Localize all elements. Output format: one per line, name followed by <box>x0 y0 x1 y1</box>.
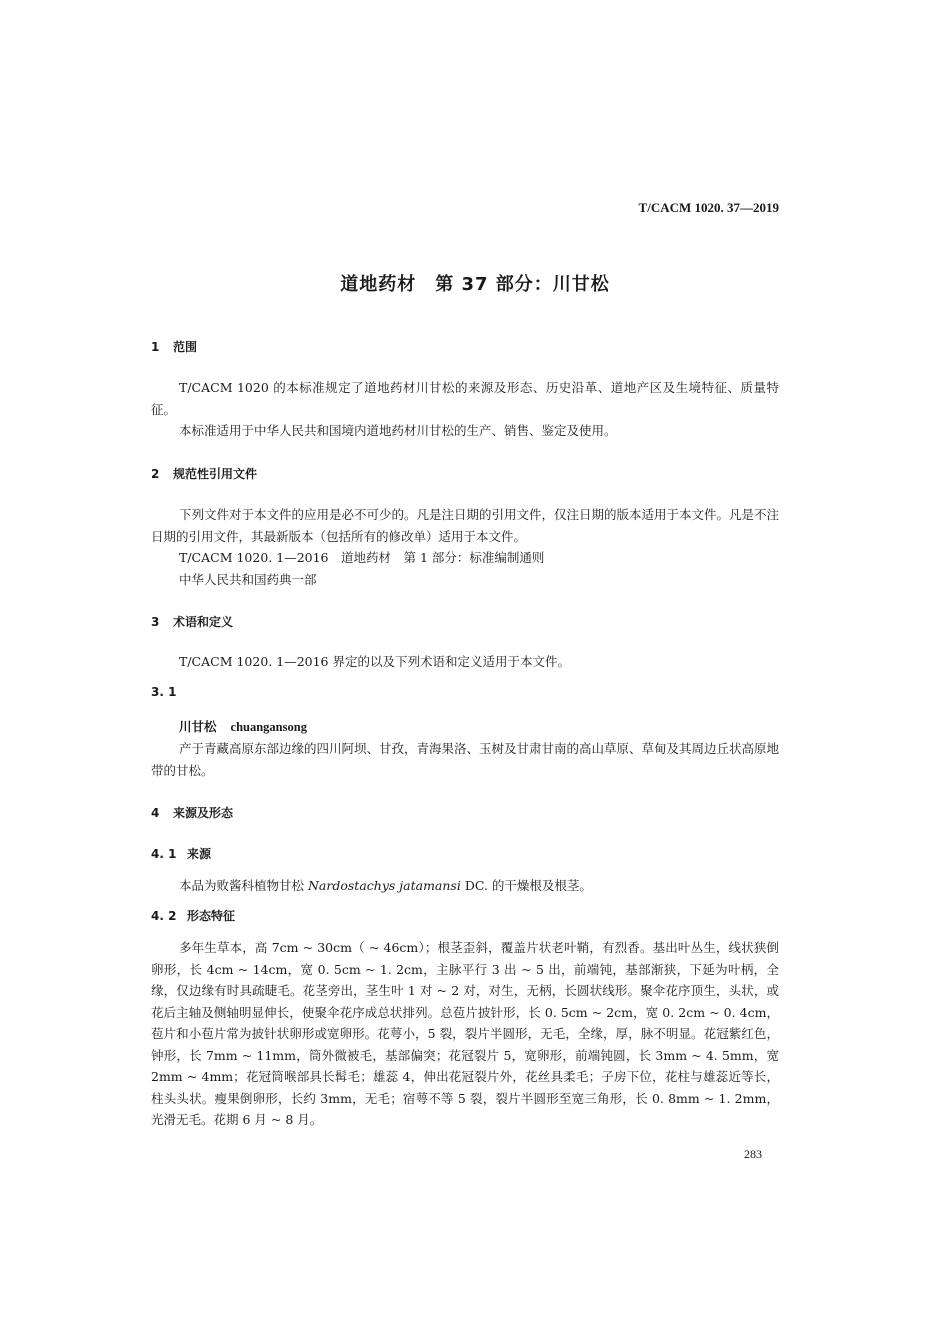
page-number: 283 <box>744 1147 762 1161</box>
section-3-intro <box>151 651 779 673</box>
section-1-heading <box>151 338 197 355</box>
source-paragraph <box>151 875 779 897</box>
paragraph: T/CACM 1020 的本标准规定了道地药材川甘松的来源及形态、历史沿革、道地产区及生境特征、质量特征。 <box>151 380 779 417</box>
subsection-number: 4. 1 <box>151 847 177 861</box>
paragraph: T/CACM 1020. 1—2016 界定的以及下列术语和定义适用于本文件。 <box>179 654 570 669</box>
source-text-pre: 本品为败酱科植物甘松 <box>179 878 308 893</box>
reference-item: T/CACM 1020. 1—2016 道地药材 第 1 部分：标准编制通则 <box>179 550 545 565</box>
subsection-title: 来源 <box>187 847 212 861</box>
term-chinese: 川甘松 <box>179 719 217 734</box>
section-title: 来源及形态 <box>173 806 234 820</box>
section-2-heading <box>151 465 257 482</box>
paragraph: 下列文件对于本文件的应用是必不可少的。凡是注日期的引用文件，仅注日期的版本适用于本文件。凡是不注日期的引用文件，其最新版本（包括所有的修改单）适用于本文件。 <box>151 507 780 544</box>
paragraph: 多年生草本，高 7cm ~ 30cm（ ~ 46cm）；根茎歪斜，覆盖片状老叶鞘，有烈香。基出叶丛生，线状狭倒卵形，长 4cm ~ 14cm，宽 0. 5cm ~ 1. 2cm，主脉平行 3 出 ~ 5 出，前端钝，基部渐狭，下延为叶柄，全缘，仅边缘有时具疏睫毛。花茎旁出，茎生叶 1 对 ~ 2 对，对生，无柄，长圆状线形。聚伞花序顶生，头状，或花后主轴及侧轴明显伸长，使聚伞花序成总状排列。总苞片披针形，长 0. 5cm ~ 2cm，宽 0. 2cm ~ 0. 4cm，苞片和小苞片常为披针状卵形或宽卵形。花萼小，5 裂，裂片半圆形，无毛，全缘，厚，脉不明显。花冠紫红色，钟形，长 7mm ~ 11mm，筒外微被毛，基部偏突；花冠裂片 5，宽卵形，前端钝圆，长 3mm ~ 4. 5mm，宽 2mm ~ 4mm；花冠筒喉部具长髯毛；雄蕊 4，伸出花冠裂片外，花丝具柔毛；子房下位，花柱与雄蕊近等长，柱头头状。瘦果倒卵形，长约 3mm，无毛；宿萼不等 5 裂，裂片半圆形至宽三角形，长 0. 8mm ~ 1. 2mm，光滑无毛。花期 6 月 ~ 8 月。 <box>151 940 779 1127</box>
section-2-body <box>151 504 779 590</box>
subsection-title: 形态特征 <box>187 909 236 923</box>
subsection-4-2-heading <box>151 907 235 924</box>
standard-code: T/CACM 1020. 37—2019 <box>638 200 779 215</box>
section-title: 术语和定义 <box>173 615 234 629</box>
section-title: 范围 <box>173 340 198 354</box>
document-title: 道地药材 第 37 部分：川甘松 <box>340 274 610 295</box>
reference-item: 中华人民共和国药典一部 <box>179 571 317 587</box>
section-3-heading <box>151 613 233 630</box>
latin-name: Nardostachys jatamansi <box>307 878 461 893</box>
paragraph: 产于青藏高原东部边缘的四川阿坝、甘孜，青海果洛、玉树及甘肃甘南的高山草原、草甸及其周边丘状高原地带的甘松。 <box>151 741 780 778</box>
section-4-heading <box>151 804 233 821</box>
term-definition <box>151 738 779 781</box>
source-text-post: DC. 的干燥根及根茎。 <box>460 878 592 893</box>
section-number: 3 <box>151 615 160 629</box>
term-english: chuangansong <box>230 720 307 734</box>
section-number: 4 <box>151 806 160 820</box>
term-entry <box>179 717 307 735</box>
morphology-paragraph <box>151 937 779 1131</box>
section-title: 规范性引用文件 <box>173 467 258 481</box>
section-1-body <box>151 377 779 442</box>
subsection-3-1-number: 3. 1 <box>151 685 177 699</box>
paragraph <box>151 875 779 897</box>
section-number: 1 <box>151 340 160 354</box>
paragraph: 本标准适用于中华人民共和国境内道地药材川甘松的生产、销售、鉴定及使用。 <box>179 423 617 438</box>
subsection-4-1-heading <box>151 845 211 862</box>
section-number: 2 <box>151 467 160 481</box>
subsection-number: 4. 2 <box>151 909 177 923</box>
